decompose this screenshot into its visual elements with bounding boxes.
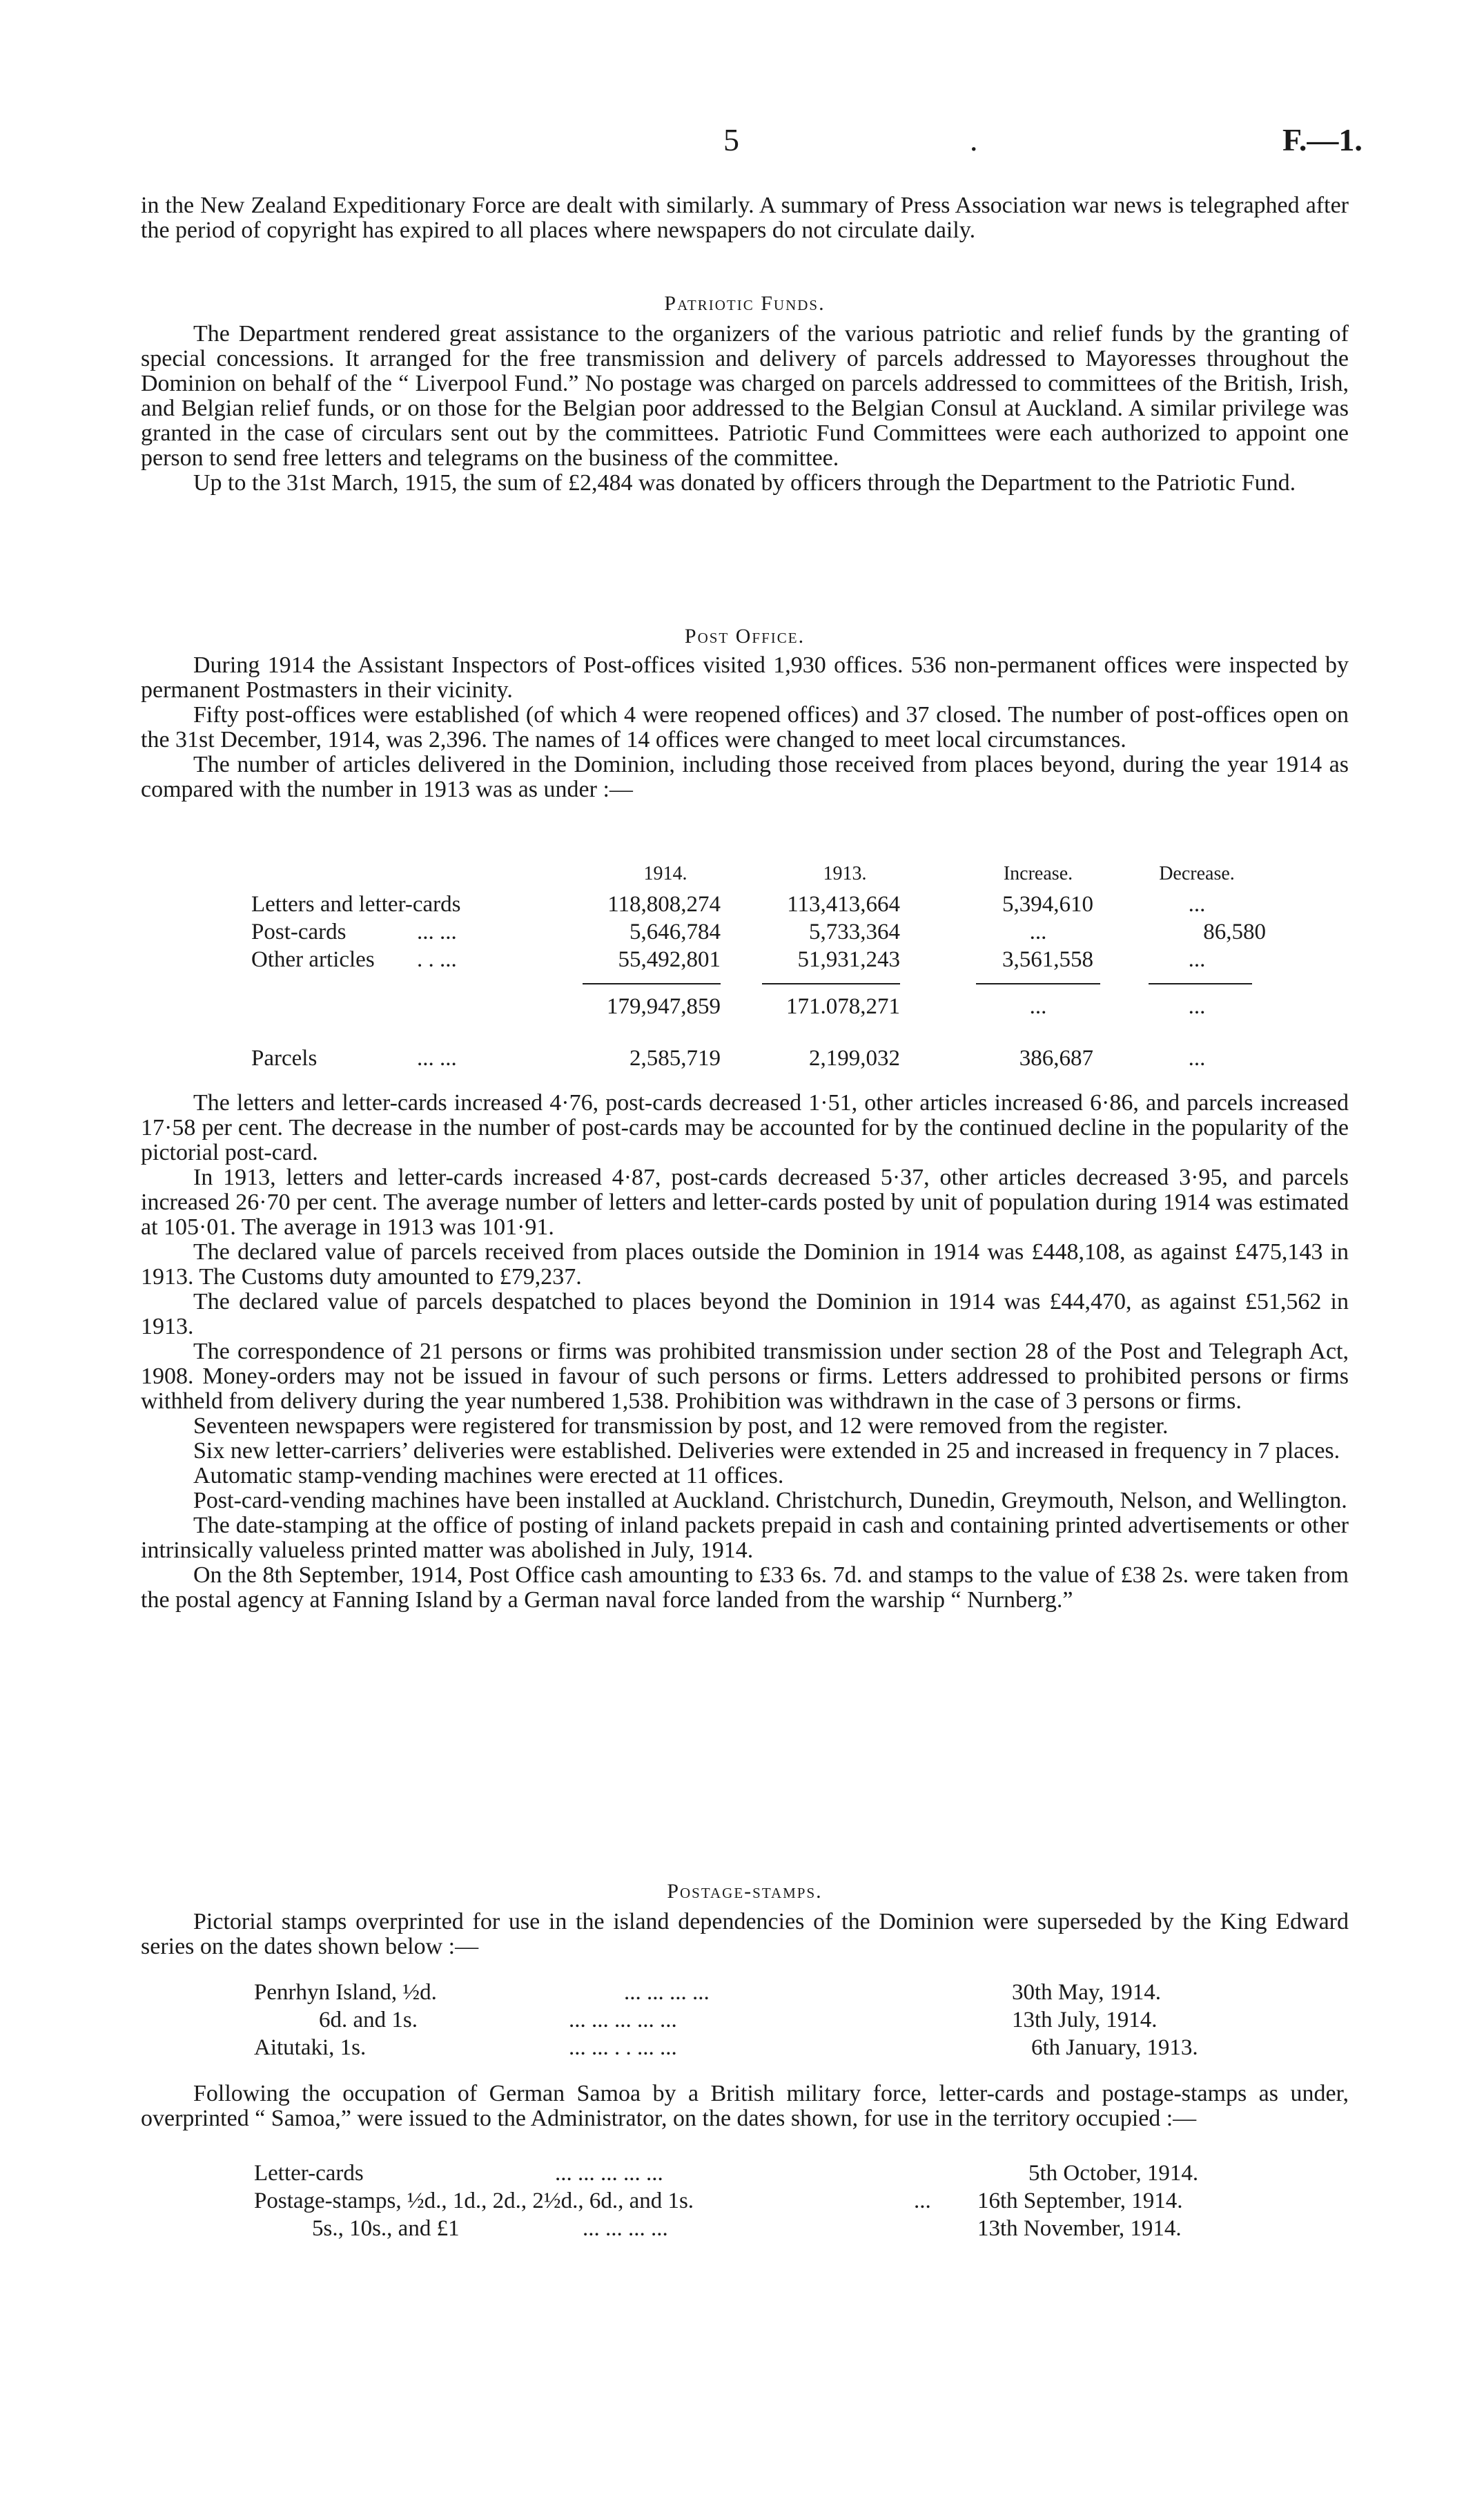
intro-paragraph: in the New Zealand Expeditionary Force are dealt with similarly. A summary of Press Association war news is telegraphed after the period of copyright has expired to all places where newspapers do not circulate daily. bbox=[141, 193, 1349, 243]
list-date: 13th July, 1914. bbox=[1012, 2008, 1158, 2032]
column-header: Decrease. bbox=[1159, 863, 1235, 884]
postage-stamps-section bbox=[141, 1878, 1349, 1959]
intro-section bbox=[141, 193, 1349, 243]
leader-dots: ... ... ... ... bbox=[624, 1980, 710, 2005]
total-1913: 171.078,271 bbox=[786, 994, 900, 1019]
paragraph: Seventeen newspapers were registered for transmission by post, and 12 were removed from the register. bbox=[193, 1413, 1169, 1439]
post-office-continued bbox=[141, 1091, 1349, 1613]
list-date: 30th May, 1914. bbox=[1012, 1980, 1162, 2005]
dependencies-list bbox=[141, 1980, 1349, 2070]
row-label: Other articles bbox=[251, 947, 375, 972]
paragraph: The number of articles delivered in the Dominion, including those received from places beyond, during the year 1914 as compared with the number in 1913 was as under :— bbox=[141, 752, 1349, 802]
leader-dots: ... ... bbox=[417, 1046, 457, 1071]
value-increase: 5,394,610 bbox=[1002, 892, 1093, 917]
paragraph: The date-stamping at the office of posting of inland packets prepaid in cash and containing printed advertisements or other intrinsically valueless printed matter was abolished in July, 1914. bbox=[141, 1513, 1349, 1563]
leader-dots: . . ... bbox=[417, 947, 457, 972]
post-office-section bbox=[141, 623, 1349, 802]
value-1914: 55,492,801 bbox=[618, 947, 721, 972]
page-number: 5 bbox=[723, 122, 739, 157]
samoa-list bbox=[141, 2161, 1349, 2251]
value-1914: 118,808,274 bbox=[607, 892, 721, 917]
row-label: Letters and letter-cards bbox=[251, 892, 461, 917]
patriotic-funds-section bbox=[141, 290, 1349, 496]
value-1914: 5,646,784 bbox=[629, 920, 721, 944]
leader-dots: ... ... . . ... ... bbox=[569, 2035, 677, 2060]
list-item: Letter-cards bbox=[254, 2161, 364, 2186]
row-label: Post-cards bbox=[251, 920, 346, 944]
paragraph: Post-card-vending machines have been installed at Auckland. Christchurch, Dunedin, Greymouth, Nelson, and Wellington. bbox=[193, 1488, 1347, 1513]
sum-rule bbox=[976, 983, 1100, 984]
leader-dots: ... bbox=[914, 2188, 931, 2213]
paragraph: The Department rendered great assistance to the organizers of the various patriotic and relief funds by the granting of special concessions. It arranged for the free transmission and delivery of parcels addressed to Mayoresses throughout the Dominion on behalf of the “ Liverpool Fund.” No postage was charged on parcels addressed to committees of the British, Irish, and Belgian relief funds, or on those for the Belgian poor addressed to the Belgian Consul at Auckland. A similar privilege was granted in the case of circulars sent out by the committees. Patriotic Fund Committees were each authorized to appoint one person to send free letters and telegrams on the business of the committee. bbox=[141, 321, 1349, 471]
value-1913: 113,413,664 bbox=[787, 892, 900, 917]
list-item: 6d. and 1s. bbox=[319, 2008, 418, 2032]
column-header: Increase. bbox=[1003, 863, 1073, 884]
leader-dots: ... ... bbox=[417, 920, 457, 944]
total-decrease: ... bbox=[1188, 994, 1206, 1019]
value-1913: 2,199,032 bbox=[809, 1046, 900, 1071]
value-decrease: ... bbox=[1188, 947, 1206, 972]
paragraph: In 1913, letters and letter-cards increased 4·87, post-cards decreased 5·37, other articles decreased 3·95, and parcels increased 26·70 per cent. The average number of letters and letter-cards posted by unit of population during 1914 was estimated at 105·01. The average in 1913 was 101·91. bbox=[141, 1165, 1349, 1240]
value-decrease: ... bbox=[1188, 1046, 1206, 1071]
value-1913: 5,733,364 bbox=[809, 920, 900, 944]
column-header: 1914. bbox=[643, 863, 687, 884]
paragraph: The letters and letter-cards increased 4·76, post-cards decreased 1·51, other articles increased 6·86, and parcels increased 17·58 per cent. The decrease in the number of post-cards may be accounted for by the continued decline in the popularity of the pictorial post-card. bbox=[141, 1090, 1349, 1165]
paragraph: Following the occupation of German Samoa by a British military force, letter-cards and postage-stamps as under, overprinted “ Samoa,” were issued to the Administrator, on the dates shown, for use in the territory occupied :— bbox=[141, 2081, 1349, 2131]
value-decrease: 86,580 bbox=[1203, 920, 1266, 944]
document-reference: F.—1. bbox=[1282, 122, 1363, 157]
paragraph: On the 8th September, 1914, Post Office cash amounting to £33 6s. 7d. and stamps to the value of £38 2s. were taken from the postal agency at Fanning Island by a German naval force landed from the warship “ Nurnberg.” bbox=[141, 1562, 1349, 1613]
leader-dots: ... ... ... ... ... bbox=[569, 2008, 677, 2032]
row-label: Parcels bbox=[251, 1046, 318, 1071]
paragraph: During 1914 the Assistant Inspectors of Post-offices visited 1,930 offices. 536 non-permanent offices were inspected by permanent Postmasters in their vicinity. bbox=[141, 652, 1349, 703]
paragraph: Fifty post-offices were established (of which 4 were reopened offices) and 37 closed. The number of post-offices open on the 31st December, 1914, was 2,396. The names of 14 offices were changed to meet local circumstances. bbox=[141, 702, 1349, 753]
value-decrease: ... bbox=[1188, 892, 1206, 917]
value-increase: 3,561,558 bbox=[1002, 947, 1093, 972]
paragraph: The correspondence of 21 persons or firms was prohibited transmission under section 28 of the Post and Telegraph Act, 1908. Money-orders may not be issued in favour of such persons or firms. Letters addressed to prohibited persons or firms withheld from delivery during the year numbered 1,538. Prohibition was withdrawn in the case of 3 persons or firms. bbox=[141, 1339, 1349, 1414]
list-date: 13th November, 1914. bbox=[977, 2216, 1182, 2241]
list-item: Postage-stamps, ½d., 1d., 2d., 2½d., 6d., and 1s. bbox=[254, 2188, 694, 2213]
section-heading: Post Office. bbox=[684, 625, 806, 648]
paragraph: The declared value of parcels received from places outside the Dominion in 1914 was £448,108, as against £475,143 in 1913. The Customs duty amounted to £79,237. bbox=[141, 1239, 1349, 1290]
sum-rule bbox=[583, 983, 721, 984]
list-item: 5s., 10s., and £1 bbox=[312, 2216, 460, 2241]
sum-rule bbox=[1149, 983, 1252, 984]
paragraph: Up to the 31st March, 1915, the sum of £2,484 was donated by officers through the Department to the Patriotic Fund. bbox=[193, 470, 1296, 496]
header-dot: . bbox=[970, 122, 978, 157]
list-item: Penrhyn Island, ½d. bbox=[254, 1980, 437, 2005]
leader-dots: ... ... ... ... bbox=[583, 2216, 668, 2241]
total-increase: ... bbox=[1029, 994, 1047, 1019]
section-heading: Patriotic Funds. bbox=[664, 292, 826, 315]
value-1914: 2,585,719 bbox=[629, 1046, 721, 1071]
value-1913: 51,931,243 bbox=[797, 947, 900, 972]
section-heading: Postage-stamps. bbox=[667, 1880, 823, 1903]
value-increase: 386,687 bbox=[1019, 1046, 1093, 1071]
list-date: 16th September, 1914. bbox=[977, 2188, 1183, 2213]
column-header: 1913. bbox=[823, 863, 867, 884]
articles-table bbox=[141, 863, 1349, 1084]
list-date: 5th October, 1914. bbox=[1028, 2161, 1199, 2186]
value-increase: ... bbox=[1029, 920, 1047, 944]
paragraph: The declared value of parcels despatched to places beyond the Dominion in 1914 was £44,470, as against £51,562 in 1913. bbox=[141, 1289, 1349, 1339]
sum-rule bbox=[762, 983, 900, 984]
list-date: 6th January, 1913. bbox=[1031, 2035, 1198, 2060]
list-item: Aitutaki, 1s. bbox=[254, 2035, 367, 2060]
paragraph: Automatic stamp-vending machines were erected at 11 offices. bbox=[193, 1463, 784, 1488]
samoa-paragraph-block bbox=[141, 2081, 1349, 2131]
paragraph: Pictorial stamps overprinted for use in the island dependencies of the Dominion were superseded by the King Edward series on the dates shown below :— bbox=[141, 1909, 1349, 1959]
paragraph: Six new letter-carriers’ deliveries were established. Deliveries were extended in 25 and increased in frequency in 7 places. bbox=[193, 1438, 1340, 1464]
leader-dots: ... ... ... ... ... bbox=[555, 2161, 663, 2186]
total-1914: 179,947,859 bbox=[607, 994, 721, 1019]
